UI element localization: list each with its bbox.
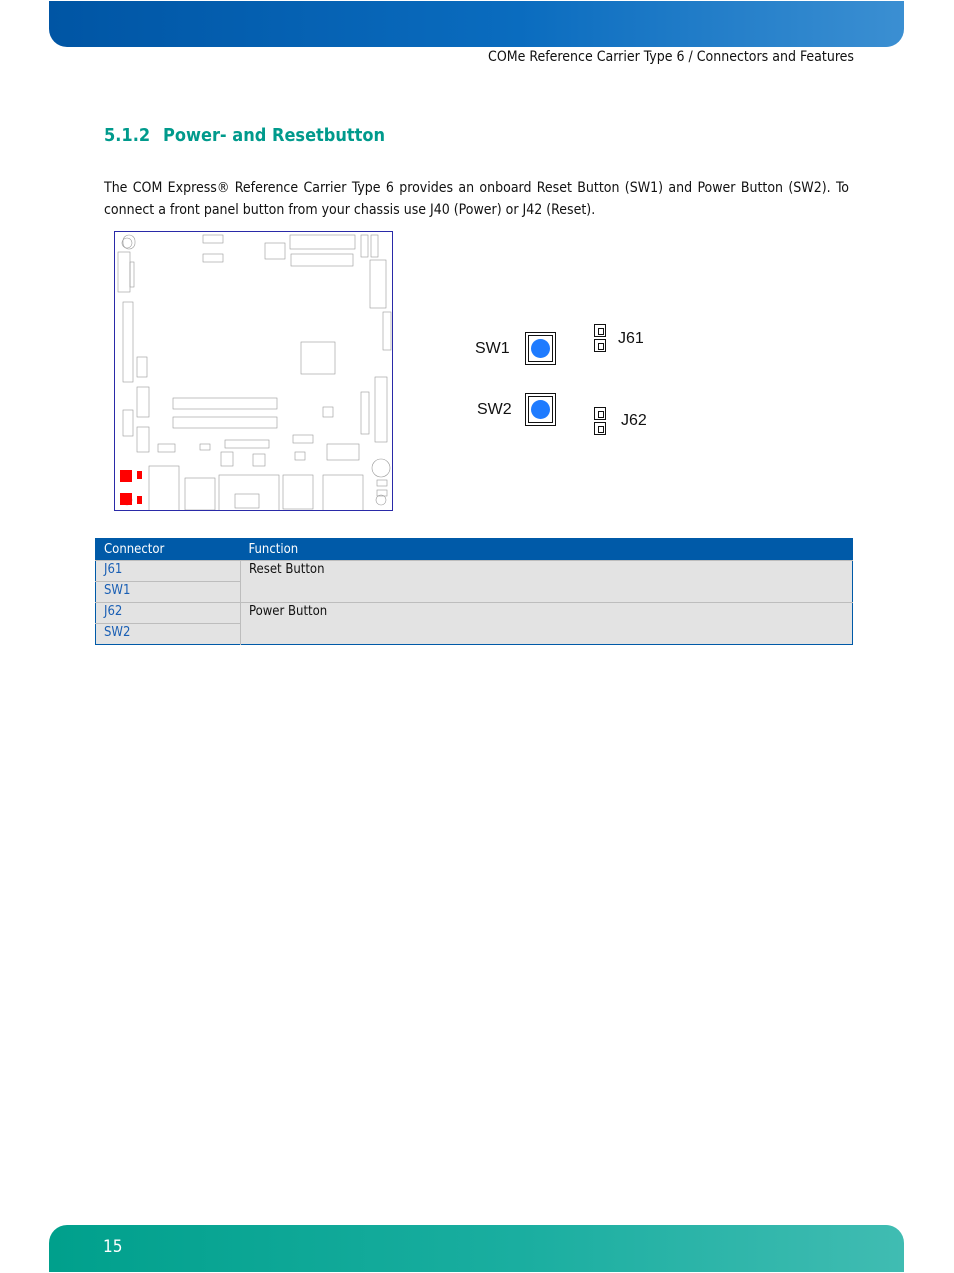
board-component <box>295 452 305 460</box>
connector-cell: SW1 <box>96 582 241 603</box>
header-banner <box>49 1 904 47</box>
connector-table <box>95 538 853 645</box>
section-title: Power- and Resetbutton <box>163 125 386 146</box>
board-layout-diagram <box>114 231 393 511</box>
board-component <box>130 262 134 287</box>
board-component <box>383 312 391 350</box>
board-component <box>203 254 223 262</box>
board-highlight-sw1 <box>120 470 132 482</box>
board-component <box>137 427 149 452</box>
board-component <box>221 452 233 466</box>
footer-banner <box>49 1225 904 1272</box>
board-highlight-j61 <box>137 471 142 479</box>
connector-cell: J62 <box>96 603 241 624</box>
board-component <box>123 302 133 382</box>
board-component <box>301 342 335 374</box>
board-component <box>137 357 147 377</box>
board-component <box>323 407 333 417</box>
board-drawing <box>115 232 392 510</box>
j62-label: J62 <box>621 412 647 429</box>
jumper-pin <box>594 422 606 435</box>
board-component <box>327 444 359 460</box>
board-component <box>225 440 269 448</box>
table-row <box>96 561 853 582</box>
board-component <box>123 410 133 436</box>
board-component <box>361 392 369 434</box>
section-number: 5.1.2 <box>104 125 151 146</box>
board-component <box>376 495 386 505</box>
sw2-power-button <box>525 393 556 426</box>
board-highlight-sw2 <box>120 493 132 505</box>
column-header-connector: Connector <box>96 539 241 561</box>
jumper-pin <box>594 407 606 420</box>
board-component <box>265 243 285 259</box>
board-component <box>293 435 313 443</box>
board-component <box>123 235 135 249</box>
jumper-pin <box>594 339 606 352</box>
board-component <box>185 478 215 510</box>
function-cell: Reset Button <box>241 561 853 603</box>
column-header-function: Function <box>241 539 853 561</box>
board-component <box>290 235 355 249</box>
j62-jumper <box>594 407 606 435</box>
board-component <box>371 235 378 257</box>
board-component <box>323 475 363 510</box>
board-component <box>377 480 387 486</box>
board-component <box>149 466 179 510</box>
board-component <box>372 459 390 477</box>
board-component <box>158 444 175 452</box>
board-component <box>137 387 149 417</box>
board-component <box>122 238 132 248</box>
board-component <box>235 494 259 508</box>
board-component <box>173 417 277 428</box>
sw1-reset-button <box>525 332 556 365</box>
board-component <box>203 235 223 243</box>
connector-cell: J61 <box>96 561 241 582</box>
board-component <box>173 398 277 409</box>
button-cap-icon <box>531 400 550 419</box>
connector-cell: SW2 <box>96 624 241 645</box>
board-component <box>370 260 386 308</box>
board-component <box>375 377 387 442</box>
highlighted-buttons <box>120 470 142 505</box>
board-component <box>361 235 368 257</box>
button-detail-diagram <box>470 320 670 450</box>
j61-label: J61 <box>618 330 644 347</box>
intro-paragraph: The COM Express® Reference Carrier Type 6 provides an onboard Reset Button (SW1) and Power Button (SW2). To connect a front panel button from your chassis use J40 (Power) or J42 (Reset). <box>104 180 849 218</box>
section-heading <box>104 125 385 146</box>
table-header-row <box>96 539 853 561</box>
board-highlight-j62 <box>137 496 142 504</box>
j61-jumper <box>594 324 606 352</box>
sw2-label: SW2 <box>477 401 512 418</box>
board-component <box>283 475 313 509</box>
page-number: 15 <box>103 1237 123 1257</box>
function-cell: Power Button <box>241 603 853 645</box>
jumper-pin <box>594 324 606 337</box>
running-title: COMe Reference Carrier Type 6 / Connectors and Features <box>488 49 854 65</box>
board-component <box>118 252 130 292</box>
sw1-label: SW1 <box>475 340 510 357</box>
board-component <box>253 454 265 466</box>
button-cap-icon <box>531 339 550 358</box>
board-component <box>200 444 210 450</box>
table-row <box>96 603 853 624</box>
board-component <box>219 475 279 510</box>
board-component <box>291 254 353 266</box>
